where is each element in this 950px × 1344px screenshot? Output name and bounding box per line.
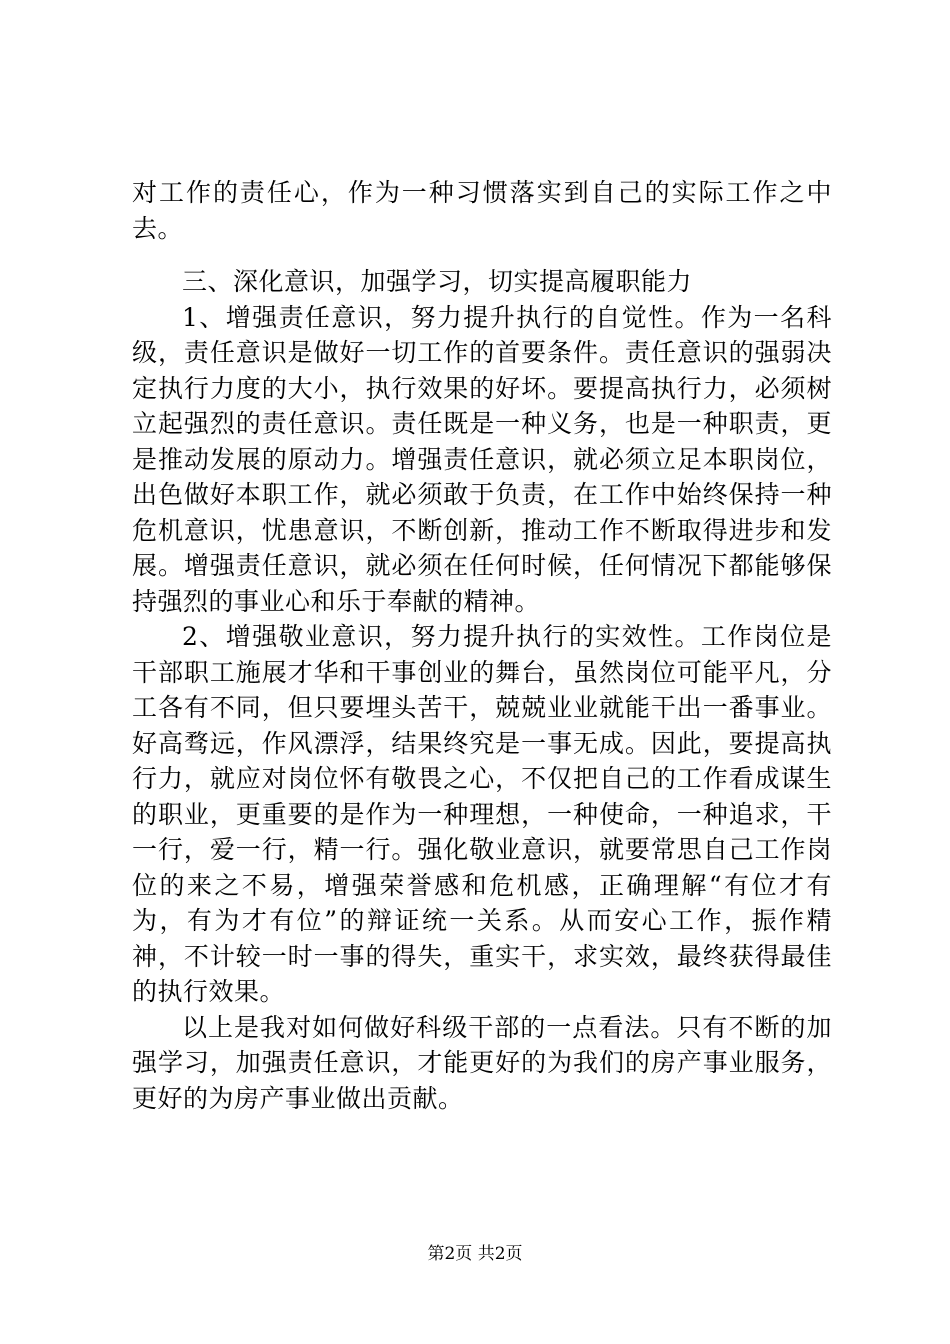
document-body	[132, 175, 832, 1116]
section-heading: 三、深化意识，加强学习，切实提高履职能力	[182, 267, 693, 296]
paragraph-responsibility: 1、增强责任意识，努力提升执行的自觉性。作为一名科级，责任意识是做好一切工作的首要条件。责任意识的强弱决定执行力度的大小，执行效果的好坏。要提高执行力，必须树立起强烈的责任意识。责任既是一种义务，也是一种职责，更是推动发展的原动力。增强责任意识，就必须立足本职岗位，出色做好本职工作，就必须敢于负责，在工作中始终保持一种危机意识，忧患意识，不断创新，推动工作不断取得进步和发展。增强责任意识，就必须在任何时候，任何情况下都能够保持强烈的事业心和乐于奉献的精神。	[132, 302, 832, 616]
paragraph-dedication: 2、增强敬业意识，努力提升执行的实效性。工作岗位是干部职工施展才华和干事创业的舞台，虽然岗位可能平凡，分工各有不同，但只要埋头苦干，兢兢业业就能干出一番事业。好高骛远，作风漂浮，结果终究是一事无成。因此，要提高执行力，就应对岗位怀有敬畏之心，不仅把自己的工作看成谋生的职业，更重要的是作为一种理想，一种使命，一种追求，干一行，爱一行，精一行。强化敬业意识，就要常思自己工作岗位的来之不易，增强荣誉感和危机感，正确理解“有位才有为，有为才有位”的辩证统一关系。从而安心工作，振作精神，不计较一时一事的得失，重实干，求实效，最终获得最佳的执行效果。	[132, 622, 832, 1006]
paragraph-continuation: 对工作的责任心，作为一种习惯落实到自己的实际工作之中去。	[132, 178, 832, 243]
page-number-footer: 第2页 共2页	[427, 1244, 523, 1264]
paragraph-conclusion: 以上是我对如何做好科级干部的一点看法。只有不断的加强学习，加强责任意识，才能更好的为我们的房产事业服务，更好的为房产事业做出贡献。	[132, 1012, 832, 1113]
